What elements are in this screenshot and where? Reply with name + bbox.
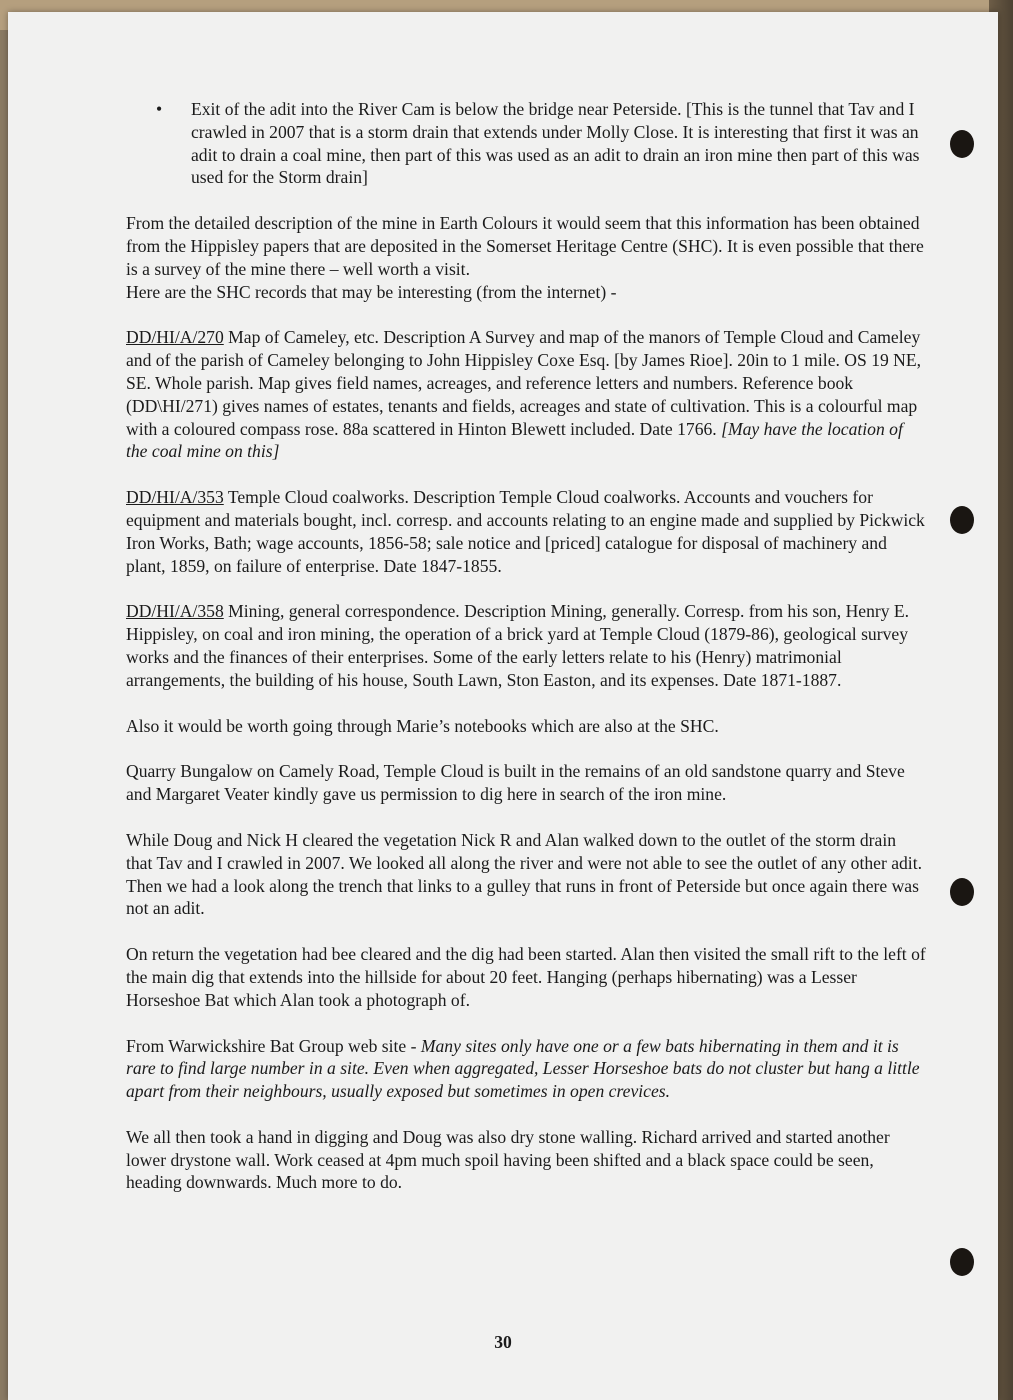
punch-hole-4 <box>950 1248 974 1276</box>
vegetation-paragraph: While Doug and Nick H cleared the vegetation Nick R and Alan walked down to the outlet of the storm drain that Tav and I crawled in 2007. We looked all along the river and were not able to see the outlet of any other adit. Then we had a look along the trench that links to a gulley that runs in front of Peterside but once again there was not an adit. <box>126 829 922 919</box>
bat-group-quote: Many sites only have one or a few bats hibernating in them and it is rare to find large number in a site. Even when aggregated, Lesser Horseshoe bats do not cluster but hang a little apart from their neighbours, usually exposed but sometimes in open crevices. <box>126 1035 920 1102</box>
record-270-text: Map of Cameley, etc. Description A Survey and map of the manors of Temple Cloud and Cameley and of the parish of Cameley belonging to John Hippisley Coxe Esq. [by James Rioe]. 20in to 1 mile. OS 19 NE, SE. Whole parish. Map gives field names, acreages, and reference letters and numbers. Reference book (DD\HI/271) gives names of estates, tenants and fields, acreages and state of cultivation. This is a colourful map with a coloured compass rose. 88a scattered in Hinton Blewett included. Date 1766. <box>126 327 922 439</box>
bat-group-paragraph <box>126 1035 926 1103</box>
punch-hole-3 <box>950 878 974 906</box>
document-page <box>8 12 998 1400</box>
record-353 <box>126 486 926 577</box>
intro-paragraph <box>126 212 926 303</box>
record-358 <box>126 600 926 691</box>
punch-hole-1 <box>950 130 974 158</box>
bullet-item <box>156 98 926 189</box>
record-358-text: Mining, general correspondence. Description Mining, generally. Corresp. from his son, Henry E. Hippisley, on coal and iron mining, the operation of a brick yard at Temple Cloud (1879-86), geological survey works and the finances of their enterprises. Some of the early letters relate to his (Henry) matrimonial arrangements, the building of his house, South Lawn, Ston Easton, and its expenses. Date 1871-1887. <box>126 601 910 690</box>
page-number: 30 <box>494 1332 512 1352</box>
digging-paragraph: We all then took a hand in digging and Doug was also dry stone walling. Richard arrived and started another lower drystone wall. Work ceased at 4pm much spoil having been shifted and a black space could be seen, heading downwards. Much more to do. <box>126 1126 890 1193</box>
document-body <box>126 98 926 1217</box>
record-270-note: [May have the location of the coal mine on this] <box>126 418 903 462</box>
record-353-ref: DD/HI/A/353 <box>126 487 224 508</box>
bullet-marker: • <box>156 99 163 119</box>
notebooks-paragraph: Also it would be worth going through Marie’s notebooks which are also at the SHC. <box>126 715 719 736</box>
return-paragraph: On return the vegetation had bee cleared and the dig had been started. Alan then visited the small rift to the left of the main dig that extends into the hillside for about 20 feet. Hanging (perhaps hibernating) was a Lesser Horseshoe Bat which Alan took a photograph of. <box>126 944 926 1010</box>
record-270 <box>126 326 926 463</box>
record-353-text: Temple Cloud coalworks. Description Temple Cloud coalworks. Accounts and vouchers for equipment and materials bought, incl. corresp. and accounts relating to an engine made and supplied by Pickwick Iron Works, Bath; wage accounts, 1856-58; sale notice and [priced] catalogue for disposal of machinery and plant, 1859, on failure of enterprise. Date 1847-1855. <box>126 487 925 576</box>
punch-hole-2 <box>950 506 974 534</box>
record-358-ref: DD/HI/A/358 <box>126 601 224 622</box>
bat-group-prefix: From Warwickshire Bat Group web site - <box>126 1035 421 1056</box>
record-270-ref: DD/HI/A/270 <box>126 327 224 348</box>
intro-line-1: From the detailed description of the mine in Earth Colours it would seem that this information has been obtained from the Hippisley papers that are deposited in the Somerset Heritage Centre (SHC). It is even possible that there is a survey of the mine there – well worth a visit. <box>126 213 924 279</box>
intro-line-2: Here are the SHC records that may be interesting (from the internet) - <box>126 281 617 302</box>
quarry-paragraph: Quarry Bungalow on Camely Road, Temple Cloud is built in the remains of an old sandstone quarry and Steve and Margaret Veater kindly gave us permission to dig here in search of the iron mine. <box>126 761 905 805</box>
bullet-text: Exit of the adit into the River Cam is below the bridge near Peterside. [This is the tunnel that Tav and I crawled in 2007 that is a storm drain that extends under Molly Close. It is interesting that first it was an adit to drain a coal mine, then part of this was used as an adit to drain an iron mine then part of this was used for the Storm drain] <box>191 99 920 188</box>
